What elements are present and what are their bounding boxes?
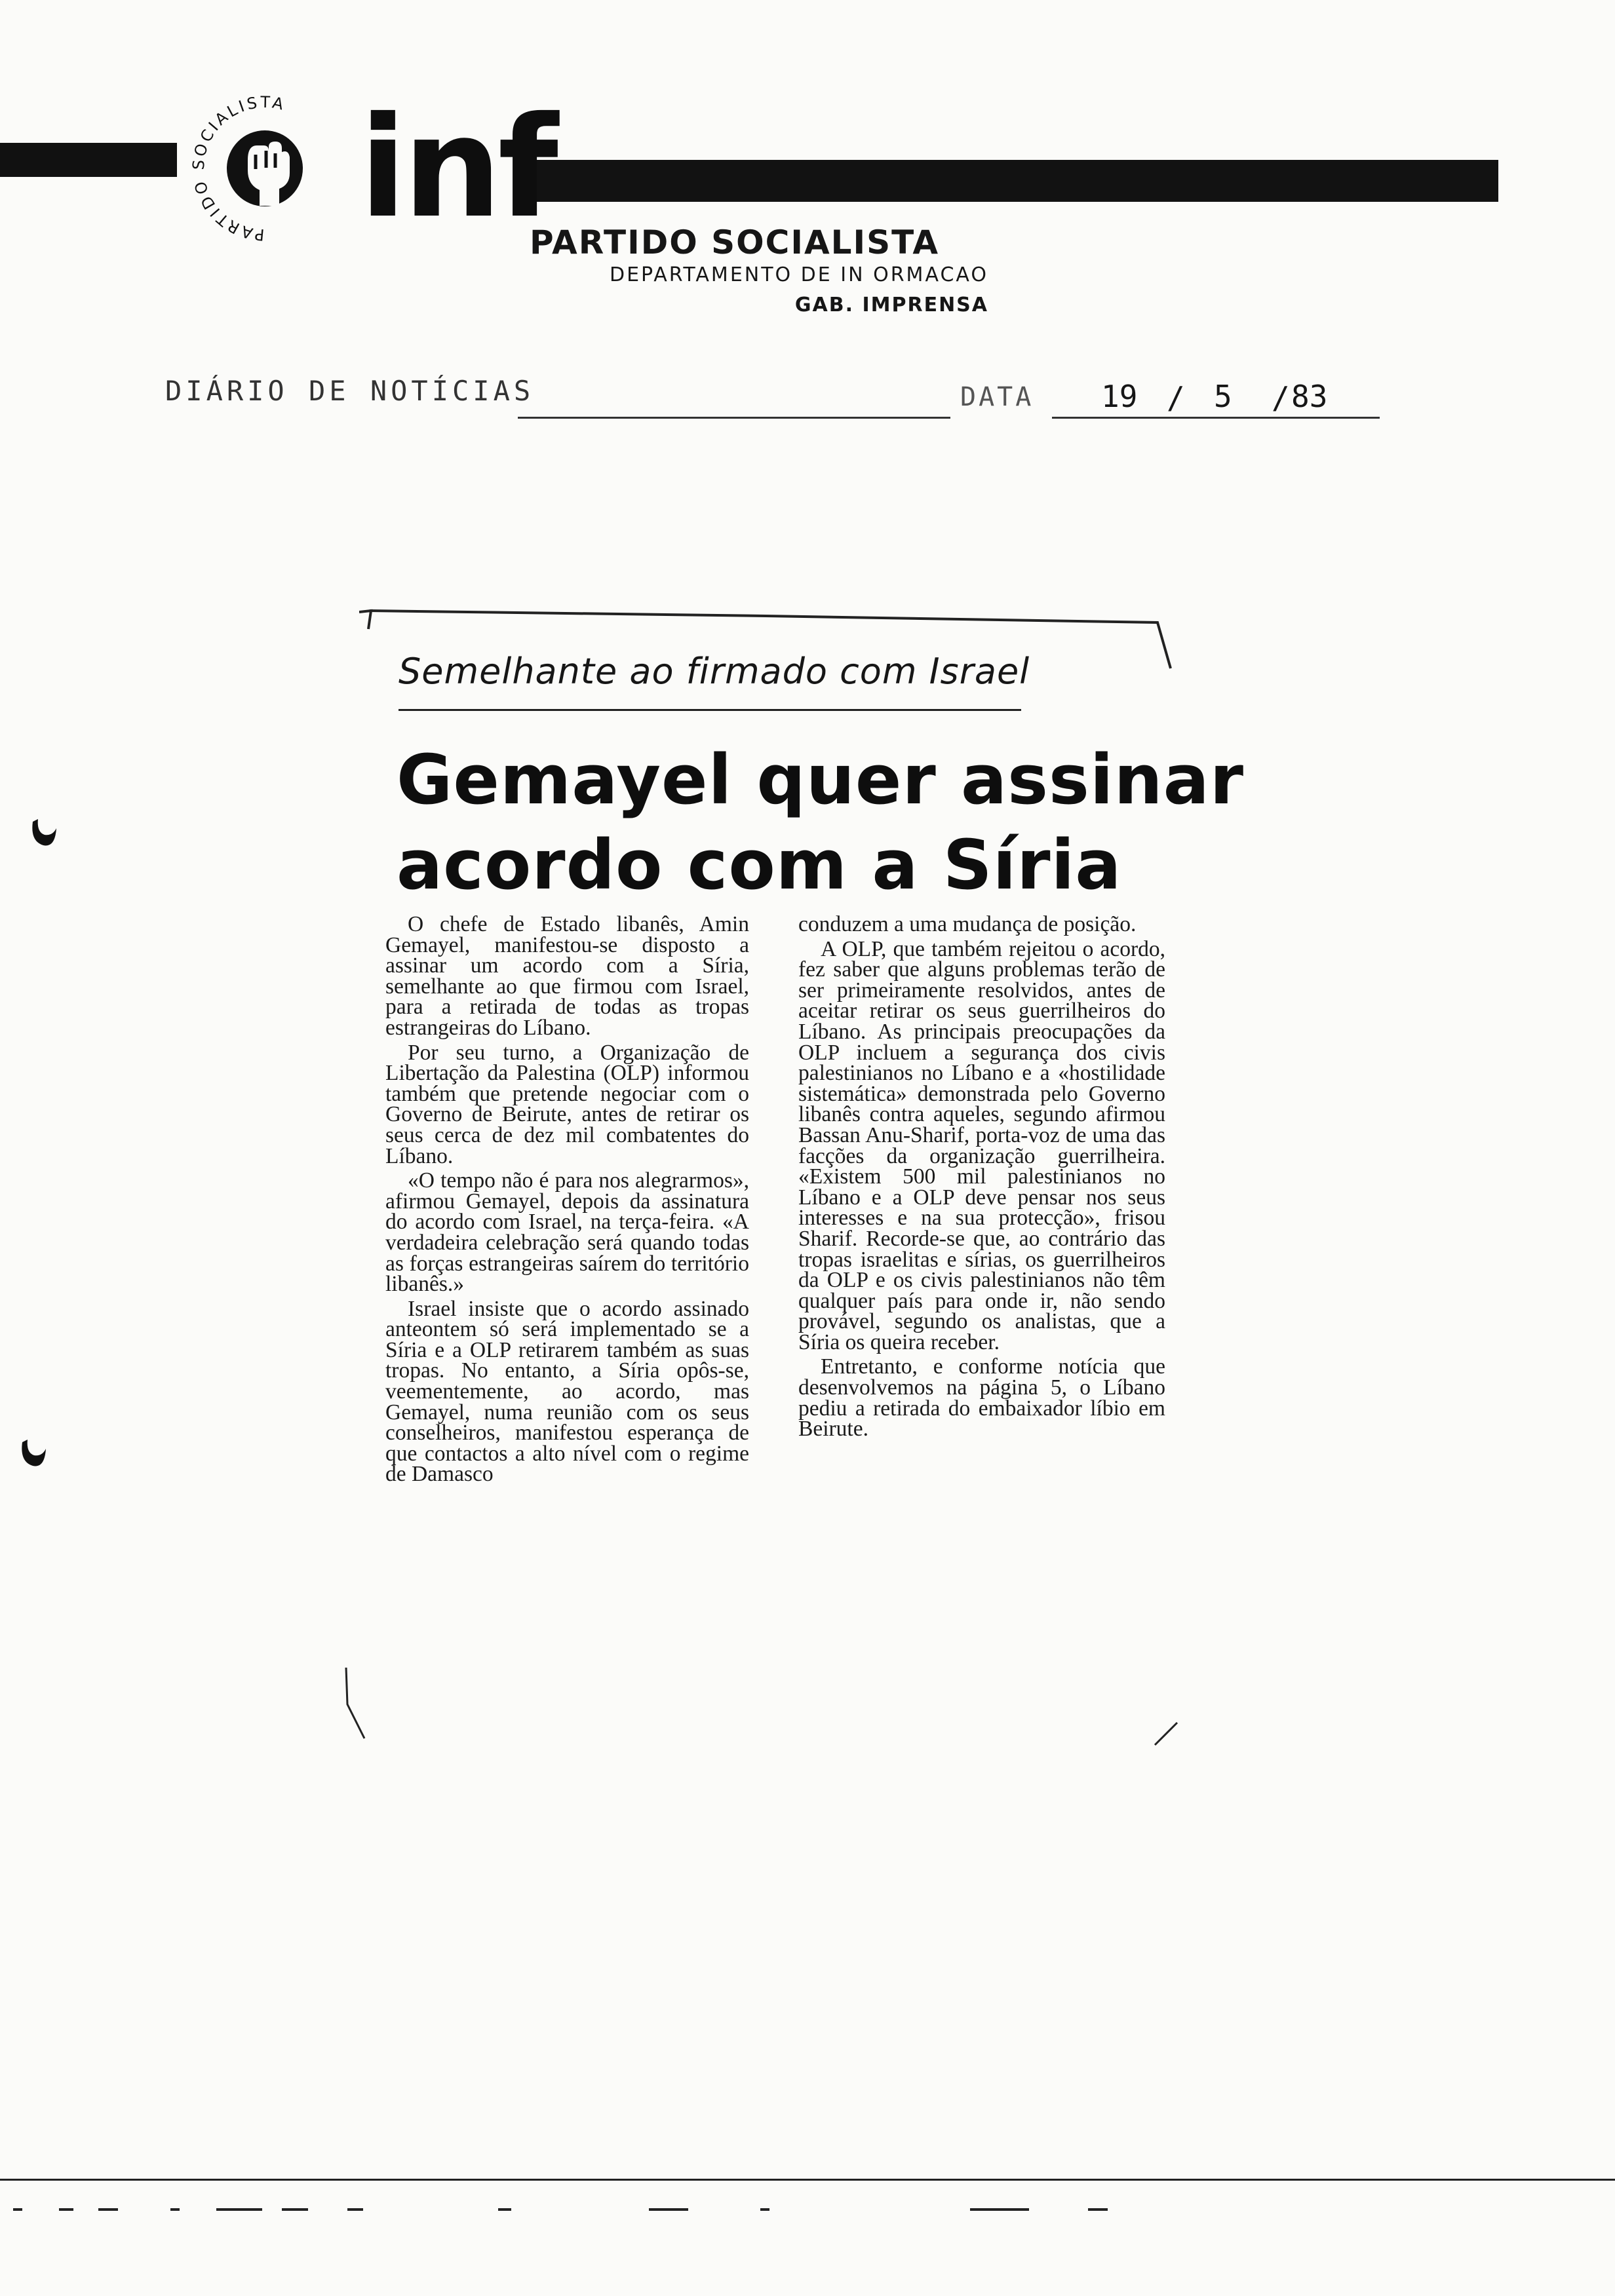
date-separator: / bbox=[1272, 380, 1290, 415]
paragraph: Israel insiste que o acordo assinado anteontem só será implementado se a Síria e a OLP retirarem também as suas tropas. No entanto, a Síria opôs-se, veementemente, ao acordo, mas Gemayel, numa reunião com os seus conselheiros, manifestou esperança de que contactos a alto nível com o regime de Damasco bbox=[385, 1296, 749, 1487]
article-column-2 bbox=[798, 914, 1165, 1444]
article-headline bbox=[397, 737, 1245, 908]
party-name: PARTIDO SOCIALISTA bbox=[530, 223, 940, 261]
publication-underline bbox=[518, 417, 950, 419]
party-logo bbox=[185, 92, 345, 246]
date-day: 19 bbox=[1101, 379, 1138, 414]
logo-ring-label: PARTIDO SOCIALISTA bbox=[189, 92, 288, 244]
office-line: GAB. IMPRENSA bbox=[794, 294, 988, 316]
logo-inf-wordmark: inf bbox=[359, 86, 555, 248]
clipping-mark-bottom-left bbox=[342, 1668, 368, 1740]
clipping-mark-bottom-right bbox=[1154, 1720, 1180, 1746]
date-month: 5 bbox=[1214, 379, 1232, 414]
department-line: DEPARTAMENTO DE IN ORMACAO bbox=[610, 263, 988, 286]
article-column-1 bbox=[385, 914, 749, 1489]
fist-emblem-icon bbox=[185, 92, 345, 246]
paragraph: Por seu turno, a Organização de Libertação da Palestina (OLP) informou também que pretende negociar com o Governo de Beirute, antes de retirar os seus cerca de dez mil combatentes do Líbano. bbox=[385, 1040, 749, 1168]
date-separator: / bbox=[1167, 380, 1185, 415]
header-bar-right bbox=[524, 160, 1498, 202]
headline-line: Gemayel quer assinar bbox=[397, 740, 1245, 820]
article-kicker: Semelhante ao firmado com Israel bbox=[399, 651, 1030, 692]
paragraph: O chefe de Estado libanês, Amin Gemayel, manifestou-se disposto a assinar um acordo com a Síria, semelhante ao que firmou com Israel, para a retirada de todas as tropas estrangeiras do Líbano. bbox=[385, 912, 749, 1040]
bottom-dash-marks bbox=[0, 2207, 1127, 2212]
paragraph: A OLP, que também rejeitou o acordo, fez saber que alguns problemas terão de ser primeiramente resolvidos, antes de aceitar retirar os seus guerrilheiros do Líbano. As principais preocupações da OLP incluem a segurança dos civis palestinianos no Líbano e a «hostilidade sistemática» demonstrada pelo Governo libanês contra aqueles, segundo afirmou Bassan Anu-Sharif, porta-voz de uma das facções da organização guerrilheira. «Existem 500 mil palestinianos no Líbano e a OLP deve pensar nos seus interesses e na sua protecção», frisou Sharif. Recorde-se que, ao contrário das tropas israelitas e sírias, os guerrilheiros da OLP e os civis palestinianos não têm qualquer país para onde ir, não sendo provável, segundo os analistas, que a Síria os queira receber. bbox=[798, 936, 1165, 1354]
paragraph: conduzem a uma mudança de posição. bbox=[798, 912, 1137, 936]
headline-line: acordo com a Síria bbox=[397, 825, 1122, 905]
paragraph: Entretanto, e conforme notícia que desenvolvemos na página 5, o Líbano pediu a retirada do embaixador líbio em Beirute. bbox=[798, 1354, 1165, 1442]
date-year: 83 bbox=[1291, 379, 1328, 414]
date-underline bbox=[1052, 417, 1380, 419]
header-bar-left bbox=[0, 143, 177, 177]
punch-hole-mark bbox=[29, 818, 58, 849]
punch-hole-mark bbox=[18, 1438, 47, 1470]
publication-name: DIÁRIO DE NOTÍCIAS bbox=[165, 375, 535, 407]
bottom-rule bbox=[0, 2179, 1615, 2181]
paragraph: «O tempo não é para nos alegrarmos», afirmou Gemayel, depois da assinatura do acordo com Israel, na terça-feira. «A verdadeira celebração será quando todas as forças estrangeiras saírem do território libanês.» bbox=[385, 1168, 749, 1297]
date-label: DATA bbox=[960, 382, 1034, 412]
kicker-rule bbox=[399, 709, 1021, 711]
